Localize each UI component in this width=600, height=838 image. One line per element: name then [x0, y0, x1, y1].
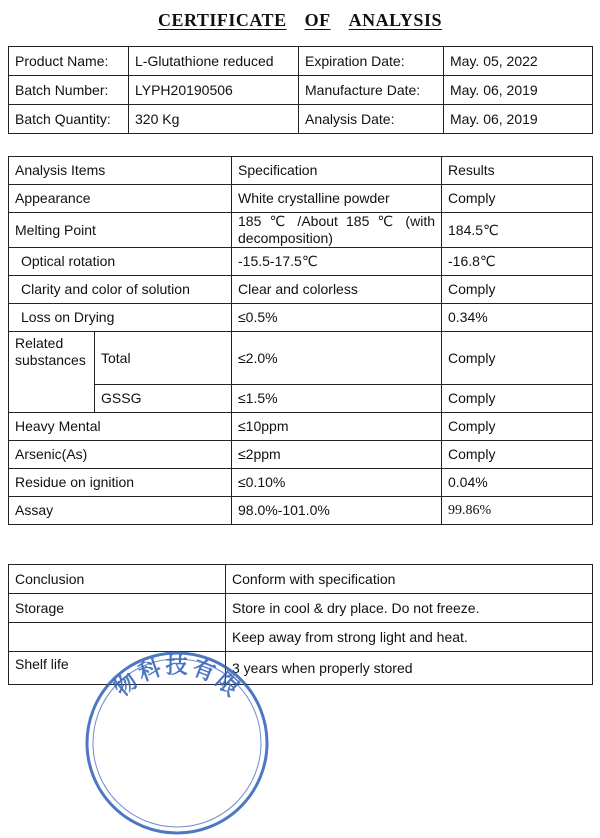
item-optical-rotation: Optical rotation: [9, 248, 232, 276]
result-melting-point: 184.5℃: [442, 213, 593, 248]
table-row: [9, 47, 593, 76]
item-appearance: Appearance: [9, 185, 232, 213]
spec-melting-point: 185 ℃ /About 185 ℃ (with decomposition): [232, 213, 442, 248]
shelf-life-label: Shelf life: [9, 652, 226, 685]
product-info-table: [8, 46, 593, 134]
table-row: [9, 469, 593, 497]
table-row: [9, 276, 593, 304]
page-title: [0, 6, 600, 34]
spec-related-gssg: ≤1.5%: [232, 385, 442, 413]
result-heavy-metal: Comply: [442, 413, 593, 441]
table-row: [9, 332, 593, 385]
table-header-row: [9, 157, 593, 185]
batch-number-label: Batch Number:: [9, 76, 129, 105]
result-related-gssg: Comply: [442, 385, 593, 413]
result-optical-rotation: -16.8℃: [442, 248, 593, 276]
result-loss-on-drying: 0.34%: [442, 304, 593, 332]
stamp-text: 物科技有限: [110, 653, 246, 704]
table-row: [9, 385, 593, 413]
analysis-date-label: Analysis Date:: [299, 105, 444, 134]
result-clarity: Comply: [442, 276, 593, 304]
table-row: [9, 304, 593, 332]
storage-value: Store in cool & dry place. Do not freeze.: [226, 594, 593, 623]
spec-optical-rotation: -15.5-17.5℃: [232, 248, 442, 276]
item-loss-on-drying: Loss on Drying: [9, 304, 232, 332]
spec-clarity: Clear and colorless: [232, 276, 442, 304]
product-name-value: L-Glutathione reduced: [129, 47, 299, 76]
table-row: [9, 105, 593, 134]
table-row: [9, 594, 593, 623]
result-related-total: Comply: [442, 332, 593, 385]
header-analysis-items: Analysis Items: [9, 157, 232, 185]
conclusion-label: Conclusion: [9, 565, 226, 594]
table-row: [9, 441, 593, 469]
spec-related-total: ≤2.0%: [232, 332, 442, 385]
spec-appearance: White crystalline powder: [232, 185, 442, 213]
result-arsenic: Comply: [442, 441, 593, 469]
spec-arsenic: ≤2ppm: [232, 441, 442, 469]
expiration-date-label: Expiration Date:: [299, 47, 444, 76]
table-row: [9, 76, 593, 105]
shelf-life-value: 3 years when properly stored: [226, 652, 593, 685]
item-related-total: Total: [95, 332, 232, 385]
item-related-substances: Related substances: [9, 332, 95, 413]
title-word-of: OF: [304, 10, 331, 30]
analysis-table: [8, 156, 593, 525]
spec-assay: 98.0%-101.0%: [232, 497, 442, 525]
table-row: [9, 213, 593, 248]
company-seal-stamp: [82, 648, 272, 838]
item-clarity: Clarity and color of solution: [9, 276, 232, 304]
spec-loss-on-drying: ≤0.5%: [232, 304, 442, 332]
title-word-certificate: CERTIFICATE: [158, 10, 287, 30]
spec-residue-on-ignition: ≤0.10%: [232, 469, 442, 497]
table-row: [9, 497, 593, 525]
item-melting-point: Melting Point: [9, 213, 232, 248]
table-row: [9, 413, 593, 441]
manufacture-date-value: May. 06, 2019: [444, 76, 593, 105]
manufacture-date-label: Manufacture Date:: [299, 76, 444, 105]
table-row: [9, 565, 593, 594]
title-word-analysis: ANALYSIS: [348, 10, 442, 30]
storage-label: Storage: [9, 594, 226, 623]
product-name-label: Product Name:: [9, 47, 129, 76]
item-assay: Assay: [9, 497, 232, 525]
item-related-gssg: GSSG: [95, 385, 232, 413]
analysis-date-value: May. 06, 2019: [444, 105, 593, 134]
conclusion-value: Conform with specification: [226, 565, 593, 594]
table-row: [9, 185, 593, 213]
svg-text:物科技有限: [109, 653, 245, 704]
header-results: Results: [442, 157, 593, 185]
result-appearance: Comply: [442, 185, 593, 213]
result-residue-on-ignition: 0.04%: [442, 469, 593, 497]
table-row: [9, 248, 593, 276]
result-assay: 99.86%: [442, 497, 593, 525]
spec-heavy-metal: ≤10ppm: [232, 413, 442, 441]
item-residue-on-ignition: Residue on ignition: [9, 469, 232, 497]
batch-number-value: LYPH20190506: [129, 76, 299, 105]
header-specification: Specification: [232, 157, 442, 185]
storage-value-2: Keep away from strong light and heat.: [226, 623, 593, 652]
batch-quantity-value: 320 Kg: [129, 105, 299, 134]
batch-quantity-label: Batch Quantity:: [9, 105, 129, 134]
item-heavy-metal: Heavy Mental: [9, 413, 232, 441]
expiration-date-value: May. 05, 2022: [444, 47, 593, 76]
item-arsenic: Arsenic(As): [9, 441, 232, 469]
